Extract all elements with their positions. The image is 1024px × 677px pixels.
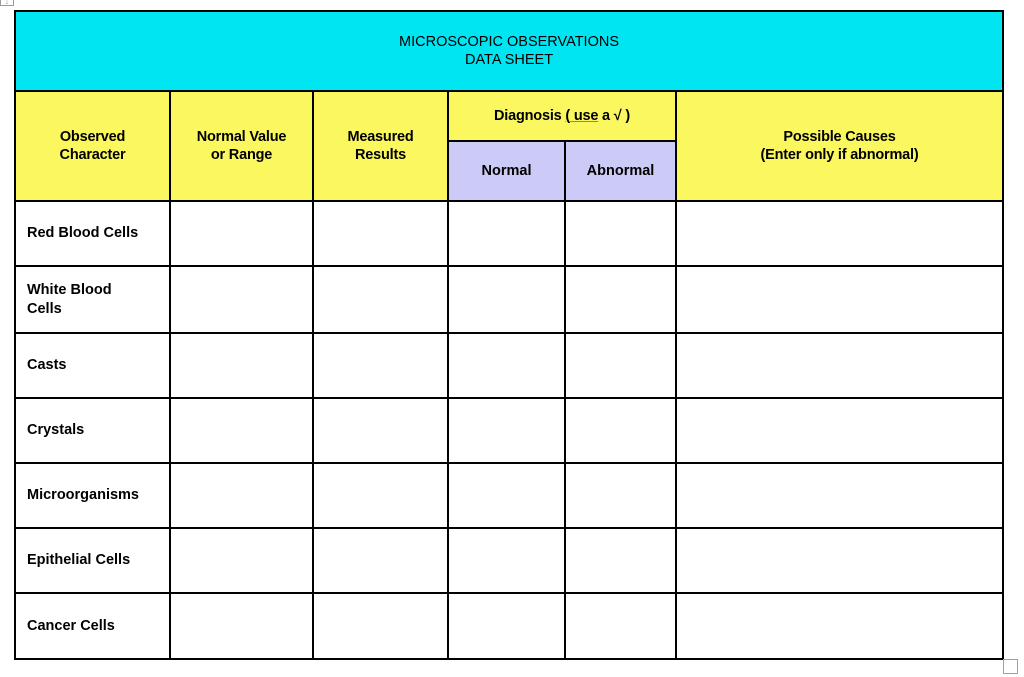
header-observed-character[interactable]: [15, 91, 170, 201]
header-diagnosis[interactable]: [448, 91, 676, 141]
header-causes-line2: (Enter only if abnormal): [760, 147, 919, 163]
subheader-normal[interactable]: Normal: [448, 141, 565, 201]
table-row: [15, 398, 1003, 463]
row-label-text: Casts: [27, 357, 67, 373]
header-normal-line2: or Range: [210, 147, 273, 163]
cell-measured-results[interactable]: [313, 528, 448, 593]
header-measured-results[interactable]: [313, 91, 448, 201]
diagnosis-checkmark-hint: a √ ): [598, 108, 630, 124]
table-row: [15, 463, 1003, 528]
cell-measured-results[interactable]: [313, 333, 448, 398]
header-observed-line2: Character: [59, 147, 126, 163]
cell-normal-value[interactable]: [170, 333, 313, 398]
cell-diagnosis-abnormal[interactable]: [565, 398, 676, 463]
row-label-text: Cancer Cells: [27, 617, 115, 634]
title-row: [15, 11, 1003, 91]
header-possible-causes[interactable]: [676, 91, 1003, 201]
diagnosis-open-paren: (: [565, 108, 570, 124]
sheet-subtitle: DATA SHEET: [464, 52, 554, 68]
row-label-epithelial-cells[interactable]: [15, 528, 170, 593]
data-sheet-table: [14, 10, 1004, 660]
cell-normal-value[interactable]: [170, 528, 313, 593]
cell-measured-results[interactable]: [313, 398, 448, 463]
row-label-text: Microorganisms: [27, 487, 139, 503]
cell-diagnosis-abnormal[interactable]: [565, 463, 676, 528]
table-row: [15, 528, 1003, 593]
table-row: [15, 333, 1003, 398]
cell-diagnosis-normal[interactable]: [448, 463, 565, 528]
cell-normal-value[interactable]: [170, 398, 313, 463]
cell-possible-causes[interactable]: [676, 333, 1003, 398]
cell-normal-value[interactable]: [170, 593, 313, 659]
cell-diagnosis-abnormal[interactable]: [565, 528, 676, 593]
anchor-icon: ↓: [0, 0, 14, 6]
cell-diagnosis-abnormal[interactable]: [565, 593, 676, 659]
cell-possible-causes[interactable]: [676, 201, 1003, 266]
cell-possible-causes[interactable]: [676, 528, 1003, 593]
diagnosis-use-paren: [565, 108, 598, 124]
diagnosis-use-text: use: [570, 108, 599, 124]
header-measured-line2: Results: [355, 147, 406, 163]
cell-possible-causes[interactable]: [676, 463, 1003, 528]
cell-diagnosis-abnormal[interactable]: [565, 266, 676, 333]
cell-normal-value[interactable]: [170, 201, 313, 266]
cell-possible-causes[interactable]: [676, 266, 1003, 333]
cell-diagnosis-abnormal[interactable]: [565, 201, 676, 266]
cell-diagnosis-normal[interactable]: [448, 398, 565, 463]
cell-diagnosis-normal[interactable]: [448, 266, 565, 333]
header-normal-line1: Normal Value: [196, 129, 287, 145]
header-observed-line1: Observed: [59, 129, 126, 145]
row-label-casts[interactable]: [15, 333, 170, 398]
row-label-text-line2: Cells: [27, 300, 62, 317]
cell-diagnosis-normal[interactable]: [448, 201, 565, 266]
row-label-text: Crystals: [27, 422, 85, 438]
cell-normal-value[interactable]: [170, 463, 313, 528]
diagnosis-label: Diagnosis: [494, 108, 566, 124]
sheet-title: MICROSCOPIC OBSERVATIONS: [399, 34, 619, 50]
table-resize-handle[interactable]: [1003, 659, 1018, 674]
header-causes-line1: Possible Causes: [783, 129, 896, 145]
subheader-abnormal[interactable]: Abnormal: [565, 141, 676, 201]
row-label-microorganisms[interactable]: [15, 463, 170, 528]
cell-measured-results[interactable]: [313, 266, 448, 333]
table-row: [15, 201, 1003, 266]
header-measured-line1: Measured: [347, 129, 414, 145]
row-label-red-blood-cells[interactable]: [15, 201, 170, 266]
cell-possible-causes[interactable]: [676, 398, 1003, 463]
row-label-white-blood-cells[interactable]: [15, 266, 170, 333]
table-row: [15, 593, 1003, 659]
cell-diagnosis-normal[interactable]: [448, 528, 565, 593]
cell-diagnosis-abnormal[interactable]: [565, 333, 676, 398]
cell-diagnosis-normal[interactable]: [448, 593, 565, 659]
title-cell[interactable]: [15, 11, 1003, 91]
row-label-cancer-cells[interactable]: [15, 593, 170, 659]
cell-diagnosis-normal[interactable]: [448, 333, 565, 398]
header-row: [15, 91, 1003, 141]
row-label-text: White Blood: [27, 281, 112, 298]
row-label-text: Red Blood Cells: [27, 225, 139, 241]
cell-measured-results[interactable]: [313, 593, 448, 659]
table-row: [15, 266, 1003, 333]
row-label-text: Epithelial Cells: [27, 552, 131, 568]
row-label-crystals[interactable]: [15, 398, 170, 463]
cell-normal-value[interactable]: [170, 266, 313, 333]
cell-measured-results[interactable]: [313, 201, 448, 266]
cell-possible-causes[interactable]: [676, 593, 1003, 659]
header-normal-value[interactable]: [170, 91, 313, 201]
cell-measured-results[interactable]: [313, 463, 448, 528]
